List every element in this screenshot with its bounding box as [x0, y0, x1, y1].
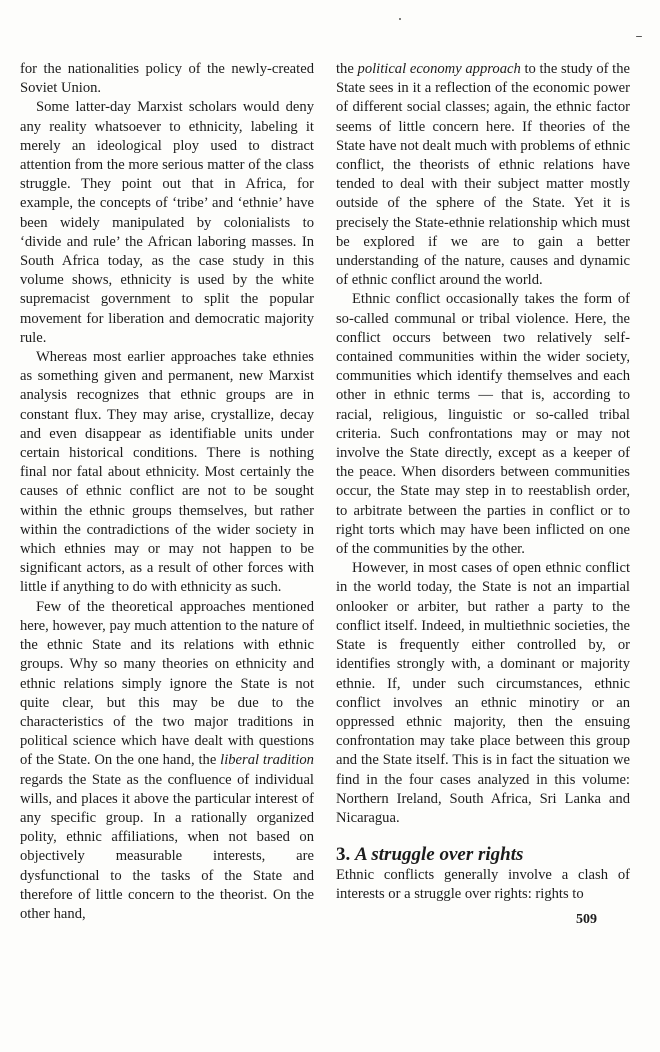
paragraph: Ethnic conflicts generally involve a clash of interests or a struggle over rights: rights to [336, 867, 630, 903]
paragraph: Some latter-day Marxist scholars would deny any reality whatsoever to ethnicity, labeling it merely an ideological ploy used to distract attention from the more serious matter of the class struggle. They point out that in Africa, for example, the concepts of ‘tribe’ and ‘ethnie’ have been widely manipulated by colonialists to ‘divide and rule’ the African laboring masses. In South Africa today, as the case study in this volume shows, ethnicity is used by the white supremacist government to split the popular movement for liberation and democratic majority rule. [20, 99, 314, 346]
right-column [336, 60, 630, 905]
paragraph-text: Few of the theoretical approaches mentioned here, however, pay much attention to the nature of the ethnic State and its relations with ethnic groups. Why so many theories on ethnicity and ethnic relations simply ignore the State is not quite clear, but this may be due to the characteristics of the two major traditions in political science which have dealt with questions of the State. On the one hand, the [20, 598, 314, 769]
paragraph: Whereas most earlier approaches take ethnies as something given and permanent, new Marxist analysis recognizes that ethnic groups are in constant flux. They may arise, crystallize, decay and even disappear as identifiable units under certain historical conditions. There is nothing final nor fatal about ethnicity. Most certainly the causes of ethnic conflict are not to be sought within the ethnic groups themselves, but rather within the contradictions of the wider society in which ethnies may or may not happen to be significant actors, as a result of other forces with little if anything to do with ethnicity as such. [20, 349, 314, 596]
paragraph: for the nationalities policy of the newly-created Soviet Union. [20, 61, 314, 97]
print-speck [636, 36, 642, 37]
section-title: A struggle over rights [355, 844, 524, 866]
paragraph [336, 60, 630, 290]
paragraph-text: the [336, 61, 358, 77]
paragraph [20, 598, 314, 924]
left-column [20, 60, 314, 924]
page-number: 509 [576, 912, 597, 927]
section-heading [336, 844, 630, 866]
print-speck [399, 18, 401, 20]
section-number: 3. [336, 844, 351, 866]
paragraph-text: regards the State as the confluence of individual wills, and places it above the particular interest of any specific group. In a rationally organized polity, ethnic affiliations, when not based on objectively measurable interests, are dysfunctional to the tasks of the State and therefore of little concern to the theorist. On the other hand, [20, 771, 314, 922]
paragraph-text: to the study of the State sees in it a reflection of the economic power of different social classes; again, the ethnic factor seems of little concern here. If theories of the State have not dealt much with problems of ethnic conflict, the theorists of ethnic relations have tended to deal with their subject matter mostly outside of the sphere of the State. Yet it is precisely the State-ethnie relationship which must be explored if we are to gain a better understanding of the nature, causes and dynamic of ethnic conflict around the world. [336, 61, 630, 289]
emphasis-term: political economy approach [357, 61, 521, 77]
paragraph: Ethnic conflict occasionally takes the form of so-called communal or tribal violence. Here, the conflict occurs between two relatively self-contained communities within the wider society, communities which identify themselves and each other in ethnic terms — that is, according to racial, religious, linguistic or so-called tribal criteria. Such confrontations may or may not involve the State directly, except as a keeper of the peace. When disorders between communities occur, the State may step in to reestablish order, to arbitrate between the parties in conflict or to right torts which may have been inflicted on one of the communities by the other. [336, 291, 630, 558]
emphasis-term: liberal tradition [220, 752, 314, 769]
paragraph: However, in most cases of open ethnic conflict in the world today, the State is not an impartial onlooker or arbiter, but rather a party to the conflict itself. Indeed, in multiethnic societies, the State is frequently either controlled by, or identifies strongly with, a dominant or majority ethnie. If, under such circumstances, ethnic conflict involves an ethnic minotiry or an oppressed ethnic majority, then the ensuing confrontation may take place between this group and the State itself. This is in fact the situation we find in the four cases analyzed in this volume: Northern Ireland, South Africa, Sri Lanka and Nicaragua. [336, 560, 630, 826]
